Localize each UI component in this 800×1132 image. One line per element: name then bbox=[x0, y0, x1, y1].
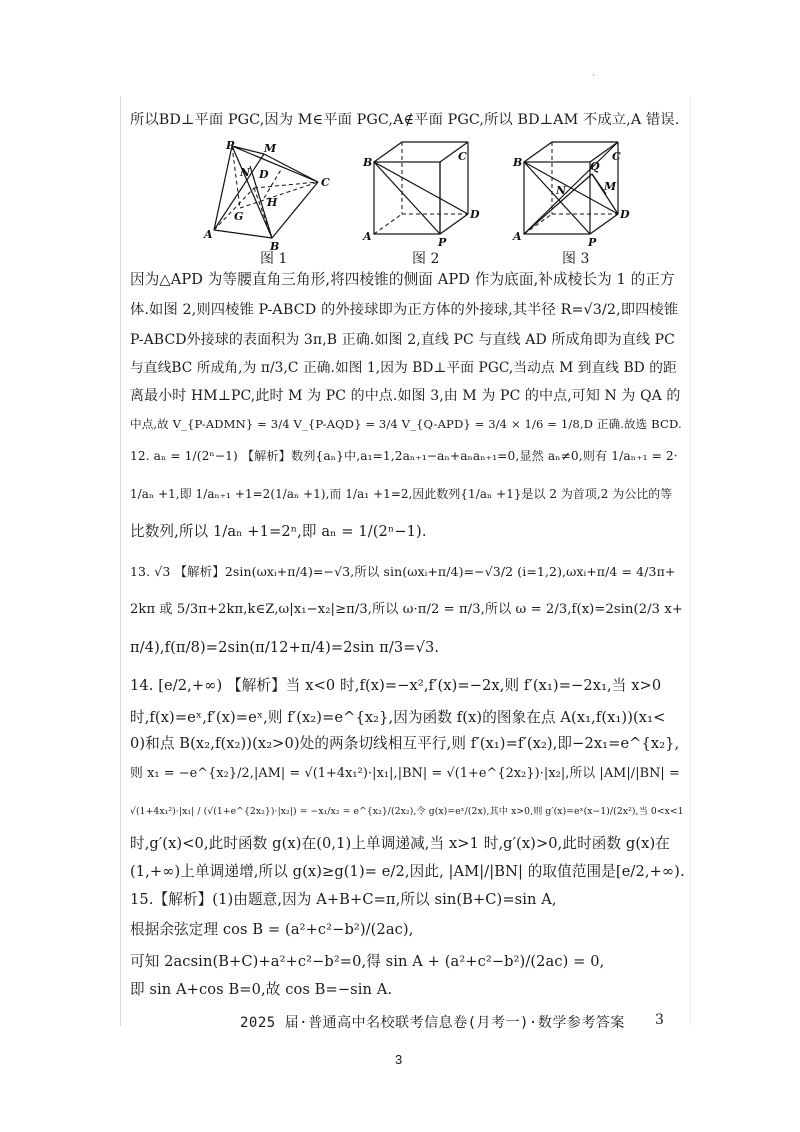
figure-1-pyramid bbox=[200, 138, 350, 253]
scan-edge-left bbox=[120, 96, 121, 1026]
text-line-5: 与直线BC 所成角,为 π/3,C 正确.如图 1,因为 BD⊥平面 PGC,当动点 M 到直线 BD 的距 bbox=[130, 360, 677, 376]
fig3-label-B: B bbox=[513, 156, 523, 169]
fig1-label-G: G bbox=[234, 210, 244, 223]
fig3-label-N: N bbox=[556, 184, 567, 197]
text-line-7: 中点,故 V_{P-ADMN} = 3/4 V_{P-AQD} = 3/4 V_{Q-APD} = 3/4 × 1/6 = 1/8,D 正确.故选 BCD. bbox=[130, 417, 682, 431]
fig3-label-Q: Q bbox=[590, 160, 600, 173]
fig1-label-P: P bbox=[226, 139, 235, 152]
fig1-label-C: C bbox=[321, 176, 330, 189]
q15-line-4: 即 sin A+cos B=0,故 cos B=−sin A. bbox=[130, 981, 393, 998]
q14-line-2: 时,f(x)=eˣ,f′(x)=eˣ,则 f′(x₂)=e^{x₂},因为函数 f(x)的图象在点 A(x₁,f(x₁))(x₁< bbox=[130, 709, 666, 726]
q14-line-1: 14. [e/2,+∞) 【解析】当 x<0 时,f(x)=−x²,f′(x)=−2x,则 f′(x₁)=−2x₁,当 x>0 bbox=[130, 677, 662, 694]
q13-line-3: π/4),f(π/8)=2sin(π/12+π/4)=2sin π/3=√3. bbox=[130, 639, 440, 656]
q14-line-6: 时,g′(x)<0,此时函数 g(x)在(0,1)上单调递减,当 x>1 时,g′(x)>0,此时函数 g(x)在 bbox=[130, 835, 670, 852]
fig3-label-A: A bbox=[513, 230, 522, 243]
page-footer: 2025 届·普通高中名校联考信息卷(月考一)·数学参考答案 bbox=[240, 1015, 625, 1031]
q15-line-2: 根据余弦定理 cos B = (a²+c²−b²)/(2ac), bbox=[130, 921, 414, 938]
fig1-label-A: A bbox=[204, 228, 213, 241]
fig3-label-P: P bbox=[588, 236, 597, 249]
q14-line-5: √(1+4x₁²)·|x₁| / (√(1+e^{2x₂})·|x₂|) = −x₁/x₂ = e^{x₂}/(2x₂),令 g(x)=eˣ/(2x),其中 x>0,则 g′(x)=eˣ(x−1)/(2x²),当 0<x<1 bbox=[130, 806, 684, 817]
fig3-label-C: C bbox=[612, 150, 621, 163]
figure-3-caption: 图 3 bbox=[562, 251, 590, 267]
q14-line-3: 0)和点 B(x₂,f(x₂))(x₂>0)处的两条切线相互平行,则 f′(x₁)=f′(x₂),即−2x₁=e^{x₂}, bbox=[130, 735, 680, 752]
text-line-6: 离最小时 HM⊥PC,此时 M 为 PC 的中点.如图 3,由 M 为 PC 的中点,可知 N 为 QA 的 bbox=[130, 388, 681, 404]
fig2-label-A: A bbox=[363, 230, 372, 243]
q12-line-2: 1/aₙ +1,即 1/aₙ₊₁ +1=2(1/aₙ +1),而 1/a₁ +1=2,因此数列{1/aₙ +1}是以 2 为首项,2 为公比的等 bbox=[130, 487, 673, 501]
q14-line-7: (1,+∞)上单调递增,所以 g(x)≥g(1)= e/2,因此, |AM|/|BN| 的取值范围是[e/2,+∞). bbox=[130, 863, 685, 880]
figure-2-cube bbox=[362, 138, 480, 249]
figure-1-caption: 图 1 bbox=[260, 251, 288, 267]
q13-line-2: 2kπ 或 5/3π+2kπ,k∈Z,ω|x₁−x₂|≥π/3,所以 ω·π/2 = π/3,所以 ω = 2/3,f(x)=2sin(2/3 x+ bbox=[130, 602, 683, 617]
fig3-label-M: M bbox=[604, 180, 617, 193]
scan-edge-right bbox=[690, 96, 691, 1026]
q12-line-1: 12. aₙ = 1/(2ⁿ−1) 【解析】数列{aₙ}中,a₁=1,2aₙ₊₁−aₙ+aₙaₙ₊₁=0,显然 aₙ≠0,则有 1/aₙ₊₁ = 2· bbox=[130, 449, 678, 463]
fig3-label-D: D bbox=[620, 208, 630, 221]
page-number-outer: 3 bbox=[395, 1052, 403, 1067]
fig1-label-N: N bbox=[240, 166, 251, 179]
page-number-inner: 3 bbox=[655, 1012, 664, 1028]
figure-3-cube bbox=[512, 138, 632, 248]
figure-2-caption: 图 2 bbox=[412, 251, 440, 267]
q13-line-1: 13. √3 【解析】2sin(ωxᵢ+π/4)=−√3,所以 sin(ωxᵢ+π/4)=−√3/2 (i=1,2),ωxᵢ+π/4 = 4/3π+ bbox=[130, 564, 676, 579]
fig2-label-B: B bbox=[363, 156, 373, 169]
fig1-label-B: B bbox=[270, 240, 280, 253]
fig2-label-C: C bbox=[458, 150, 467, 163]
fig2-label-D: D bbox=[470, 208, 480, 221]
fig1-label-H: H bbox=[267, 196, 278, 209]
fig1-label-M: M bbox=[264, 142, 277, 155]
answer-page: . 所以BD⊥平面 PGC,因为 M∈平面 PGC,A∉平面 PGC,所以 BD⊥AM 不成立,A 错误. P M N D C H G A B 图 1 B C A D P 图 2 B C Q N M A D P 图 3 因为△APD 为等腰直角三角形,将四棱锥的侧面 APD 作为底面,补成棱长为 1 的正方 体.如图 2,则四棱锥 P-ABCD 的外接球即为正方体的外接球,其半径 R=√3/2,即四棱锥 P-ABCD外接球的表面积为 3π,B 正确.如图 2,直线 PC 与直线 AD 所成角即为直线 PC 与直线BC 所成角,为 π/3,C 正确.如图 1,因为 BD⊥平面 PGC,当动点 M 到直线 BD 的距 离最小时 HM⊥PC,此时 M 为 PC 的中点.如图 3,由 M 为 PC 的中点,可知 N 为 QA 的 中点,故 V_{P-ADMN} = 3/4 V_{P-AQD} = 3/4 V_{Q-APD} = 3/4 × 1/6 = 1/8,D 正确.故选 BCD. 12. aₙ = 1/(2ⁿ−1) 【解析】数列{aₙ}中,a₁=1,2aₙ₊₁−aₙ+aₙaₙ₊₁=0,显然 aₙ≠0,则有 1/aₙ₊₁ = 2· 1/aₙ +1,即 1/aₙ₊₁ +1=2(1/aₙ +1),而 1/a₁ +1=2,因此数列{1/aₙ +1}是以 2 为首项,2 为公比的等 比数列,所以 1/aₙ +1=2ⁿ,即 aₙ = 1/(2ⁿ−1). 13. √3 【解析】2sin(ωxᵢ+π/4)=−√3,所以 sin(ωxᵢ+π/4)=−√3/2 (i=1,2),ωxᵢ+π/4 = 4/3π+ 2kπ 或 5/3π+2kπ,k∈Z,ω|x₁−x₂|≥π/3,所以 ω·π/2 = π/3,所以 ω = 2/3,f(x)=2sin(2/3 x+ π/4),f(π/8)=2sin(π/12+π/4)=2sin π/3=√3. 14. [e/2,+∞) 【解析】当 x<0 时,f(x)=−x²,f′(x)=−2x,则 f′(x₁)=−2x₁,当 x>0 时,f(x)=eˣ,f′(x)=eˣ,则 f′(x₂)=e^{x₂},因为函数 f(x)的图象在点 A(x₁,f(x₁))(x₁< 0)和点 B(x₂,f(x₂))(x₂>0)处的两条切线相互平行,则 f′(x₁)=f′(x₂),即−2x₁=e^{x₂}, 则 x₁ = −e^{x₂}/2,|AM| = √(1+4x₁²)·|x₁|,|BN| = √(1+e^{2x₂})·|x₂|,所以 |AM|/|BN| = √(1+4x₁²)·|x₁| / (√(1+e^{2x₂})·|x₂|) = −x₁/x₂ = e^{x₂}/(2x₂),令 g(x)=eˣ/(2x),其中 x>0,则 g′(x)=eˣ(x−1)/(2x²),当 0<x<1 时,g′(x)<0,此时函数 g(x)在(0,1)上单调递减,当 x>1 时,g′(x)>0,此时函数 g(x)在 (1,+∞)上单调递增,所以 g(x)≥g(1)= e/2,因此, |AM|/|BN| 的取值范围是[e/2,+∞). 15.【解析】(1)由题意,因为 A+B+C=π,所以 sin(B+C)=sin A, 根据余弦定理 cos B = (a²+c²−b²)/(2ac), 可知 2acsin(B+C)+a²+c²−b²=0,得 sin A + (a²+c²−b²)/(2ac) = 0, 即 sin A+cos B=0,故 cos B=−sin A. 2025 届·普通高中名校联考信息卷(月考一)·数学参考答案 3 3 bbox=[0, 0, 800, 1132]
text-line-4: P-ABCD外接球的表面积为 3π,B 正确.如图 2,直线 PC 与直线 AD 所成角即为直线 PC bbox=[130, 332, 675, 348]
text-line-2: 因为△APD 为等腰直角三角形,将四棱锥的侧面 APD 作为底面,补成棱长为 1 的正方 bbox=[130, 271, 675, 288]
q12-line-3: 比数列,所以 1/aₙ +1=2ⁿ,即 aₙ = 1/(2ⁿ−1). bbox=[130, 523, 427, 540]
q14-line-4: 则 x₁ = −e^{x₂}/2,|AM| = √(1+4x₁²)·|x₁|,|BN| = √(1+e^{2x₂})·|x₂|,所以 |AM|/|BN| = bbox=[130, 766, 680, 781]
text-line-1: 所以BD⊥平面 PGC,因为 M∈平面 PGC,A∉平面 PGC,所以 BD⊥AM 不成立,A 错误. bbox=[130, 112, 680, 128]
q15-line-3: 可知 2acsin(B+C)+a²+c²−b²=0,得 sin A + (a²+c²−b²)/(2ac) = 0, bbox=[130, 953, 605, 970]
text-line-3: 体.如图 2,则四棱锥 P-ABCD 的外接球即为正方体的外接球,其半径 R=√3/2,即四棱锥 bbox=[130, 302, 679, 318]
fig1-label-D: D bbox=[259, 168, 269, 181]
fig2-label-P: P bbox=[438, 236, 447, 249]
q15-line-1: 15.【解析】(1)由题意,因为 A+B+C=π,所以 sin(B+C)=sin A, bbox=[130, 891, 557, 908]
